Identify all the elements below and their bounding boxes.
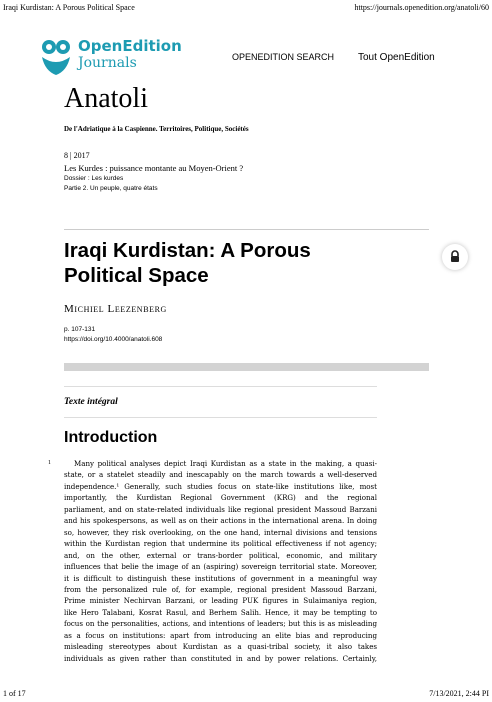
paragraph-line: importantly, the Kurdistan Regional Government (KRG) and the regional (64, 493, 377, 503)
dossier-link[interactable]: Dossier : Les kurdes (64, 175, 124, 182)
paragraph-line: as a focus on institutions: apart from introducing an elite bias and reproducing (64, 630, 377, 640)
paragraph-line: and his spokespersons, as well as on their actions in the international arena. In doing (64, 516, 377, 526)
article-pages: p. 107-131 (64, 326, 96, 333)
paragraph-line: focus on the personalities, actions, and intentions of leaders; but this is as misleading (64, 619, 377, 629)
author-name: Michiel Leezenberg (64, 303, 167, 315)
paragraph-line: influences that belie the image of an (aspiring) sovereign territorial state. Moreover, (64, 562, 377, 572)
openedition-journals-logo[interactable] (39, 37, 189, 79)
lock-icon (442, 244, 468, 270)
openedition-logo-icon (39, 37, 73, 77)
logo-text-journals: Journals (78, 55, 137, 71)
paragraph-line: Prime minister Nechirvan Barzani, or leading PUK figures in Sulaimaniya region, (64, 596, 377, 606)
journal-title[interactable]: Anatoli (64, 83, 148, 114)
paragraph-line: from the personalized rule of, for example, regional president Massoud Barzani, (64, 584, 377, 594)
paragraph-line: independence.¹ Generally, such studies focus on state-like institutions like, most (64, 481, 377, 491)
issue-theme[interactable]: Les Kurdes : puissance montante au Moyen-Orient ? (64, 163, 244, 173)
issue-number[interactable]: 8 | 2017 (64, 151, 90, 160)
nav-tout-openedition[interactable]: Tout OpenEdition (358, 52, 435, 63)
print-header (3, 3, 489, 15)
print-footer-page: 1 of 17 (3, 689, 26, 698)
texte-integral-label: Texte intégral (64, 397, 118, 407)
paragraph-line: so, however, they risk overlooking, on the one hand, internal divisions and tensions (64, 527, 377, 537)
article-paragraph (64, 458, 377, 664)
toolbar-placeholder (64, 363, 429, 371)
print-header-title: Iraqi Kurdistan: A Porous Political Space (3, 3, 135, 12)
nav-openedition-search[interactable]: OPENEDITION SEARCH (232, 52, 335, 62)
section-heading: Introduction (64, 429, 158, 446)
divider (64, 417, 377, 418)
paragraph-line: individuals as given rather than constituted in and by power relations. Certainly, (64, 653, 377, 663)
paragraph-line: parliament, and on state-related individuals like regional president Massoud Barzani (64, 504, 377, 514)
print-footer-datetime: 7/13/2021, 2:44 PI (429, 689, 489, 698)
logo-text-openedition: OpenEdition (78, 37, 182, 55)
article-title: Iraqi Kurdistan: A Porous Political Space (64, 239, 311, 287)
paragraph-line: Many political analyses depict Iraqi Kurdistan as a state in the making, a quasi- (74, 459, 377, 468)
print-footer (3, 689, 489, 699)
partie-link[interactable]: Partie 2. Un peuple, quatre états (64, 185, 158, 192)
lock-button[interactable] (442, 244, 468, 270)
paragraph-line: like Hero Talabani, Kosrat Rasul, and Berhem Salih. Hence, it may be tempting to (64, 607, 377, 617)
article-doi[interactable]: https://doi.org/10.4000/anatoli.608 (64, 336, 163, 343)
journal-subtitle: De l'Adriatique à la Caspienne. Territoires, Politique, Sociétés (64, 125, 249, 133)
paragraph-line: and, on the other, external or trans-border political, economic, and military (64, 550, 377, 560)
paragraph-number: 1 (48, 460, 51, 466)
article-author[interactable] (64, 303, 167, 315)
paragraph-line: state, or a statelet steadily and inescapably on the march towards a well-deserved (64, 470, 377, 480)
divider (64, 229, 429, 230)
paragraph-line: within the Kurdistan region that undermine its political effectiveness if not agency; (64, 539, 377, 549)
paragraph-line: misleading stereotypes about Kurdistan as a quasi-tribal society, it also takes (64, 642, 377, 652)
divider (64, 386, 377, 387)
print-header-url: https://journals.openedition.org/anatoli/60 (354, 3, 489, 12)
paragraph-line: it is difficult to distinguish these institutions of government in a meaningful way (64, 573, 377, 583)
